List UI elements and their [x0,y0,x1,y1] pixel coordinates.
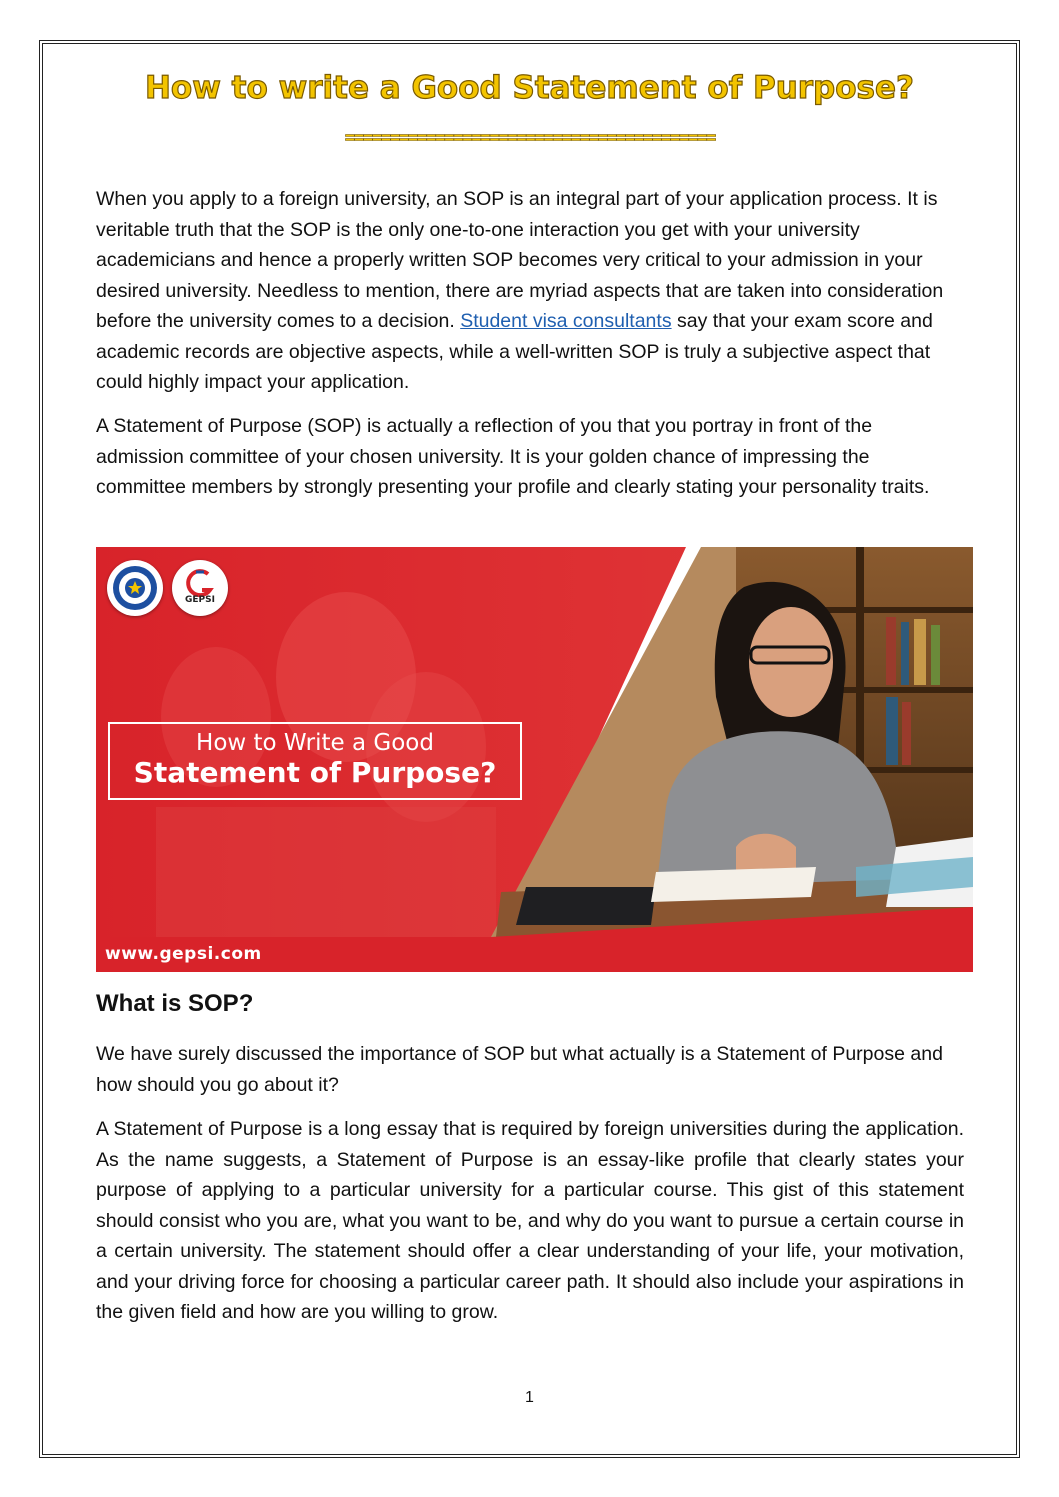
section-paragraph-1: We have surely discussed the importance of SOP but what actually is a Statement of Purpose and how should you go about it? [96,1043,943,1096]
title-separator: ========================================= [344,128,716,148]
gepsi-logo [172,560,228,616]
banner-title-line-1: How to Write a Good [196,730,434,756]
section-paragraph-2: A Statement of Purpose is a long essay that is required by foreign universities during the application. As the name suggests, a Statement of Purpose is an essay-like profile that clearly states your purpose of applying to a particular university for a particular course. This gist of this statement should consist who you are, what you want to be, and why do you want to pursue a certain course in a certain university. The statement should offer a clear understanding of your life, your motivation, and your driving force for choosing a particular career path. It should also include your aspirations in the given field and how are you willing to grow. [96,1118,964,1323]
intro-text-before-link: When you apply to a foreign university, an SOP is an integral part of your application process. It is veritable truth that the SOP is the only one-to-one interaction you get with your university academicians and hence a properly written SOP becomes very critical to your admission in your desired university. Needless to mention, there are myriad aspects that are taken into consideration before the university comes to a decision. [96,188,944,332]
student-visa-consultants-link[interactable]: Student visa consultants [460,310,672,332]
badge-logo [107,560,163,616]
page-title: How to write a Good Statement of Purpose? [144,70,915,106]
intro-text-after-link: say that your exam score and academic records are objective aspects, while a well-written SOP is truly a subjective aspect that could highly impact your application. [96,310,933,393]
banner-image [96,547,973,972]
page-number: 1 [525,1389,534,1406]
banner-title-line-2: Statement of Purpose? [133,756,497,789]
badge-logo-icon [107,560,163,616]
section-heading: What is SOP? [96,990,254,1017]
banner-title-box [108,722,522,800]
banner-url: www.gepsi.com [105,944,262,964]
intro-paragraph-1 [96,184,964,398]
gepsi-logo-label: GEPSI [185,595,215,605]
gepsi-g-icon [172,560,228,616]
intro-paragraph-2: A Statement of Purpose (SOP) is actually a reflection of you that you portray in front of the admission committee of your chosen university. It is your golden chance of impressing the committee members by strongly presenting your profile and clearly stating your personality traits. [96,415,930,498]
